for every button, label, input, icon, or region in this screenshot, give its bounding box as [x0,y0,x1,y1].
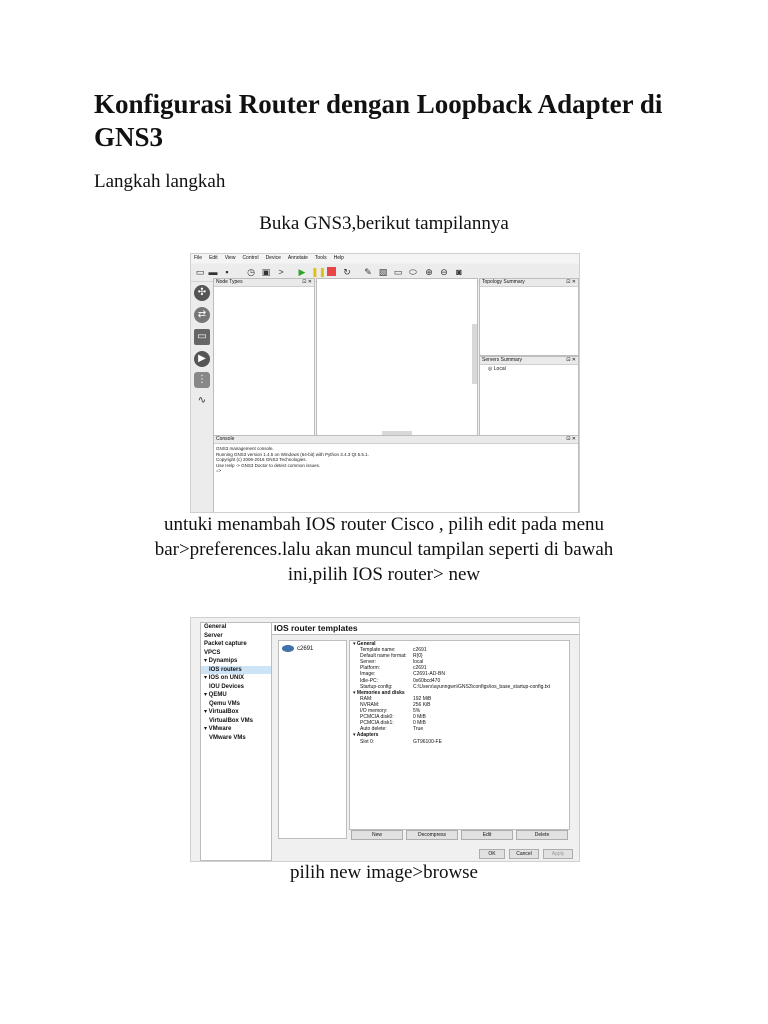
console-line: GNS3 management console. [216,446,274,451]
pref-nav-item: ▾ VMware [204,726,232,732]
camera-icon: ◙ [456,267,462,277]
server-local-label: Local [493,366,506,372]
property-section: ▾ General [353,641,376,647]
template-item [282,645,313,652]
zoom-out-icon: ⊖ [440,267,448,277]
zoom-in-icon: ⊕ [425,267,433,277]
pref-nav-item: ▾ QEMU [204,692,227,698]
node-types-panel: Node Types ⊡ ✕ [213,278,315,436]
delete-button: Delete [516,830,568,840]
server-status-icon: ◎ [488,366,493,372]
property-row [350,739,569,745]
reload-icon: ↻ [343,267,351,277]
property-key: Server: [360,659,377,666]
pref-nav-item: Server [204,632,223,639]
new-button: New [351,830,403,840]
property-value: C2691-AD-BN [413,671,445,678]
open-folder-icon: ▭ [195,267,205,277]
pref-nav-item: General [204,624,227,630]
console-panel: Console ⊡ ✕ GNS3 management console. Running GNS3 version 1.4.5 on Windows (64-bit) with Python 3.4.3 Qt 5.5.1. Copyright (c) 2006-2016 GNS3 Technologies. Use Help -> GNS3 Doctor to detect common issues. => [213,435,579,513]
console-line: Use Help -> GNS3 Doctor to detect common issues. [216,462,321,468]
property-value: local [413,659,424,666]
pref-nav-item: VirtualBox VMs [209,717,253,724]
pref-nav-item: VPCS [204,649,221,656]
topology-summary-title: Topology Summary [482,279,525,285]
property-value: C:\Users\ayunngwn\GNS3\configs\ios_base_startup-config.txt [413,683,551,690]
console-output [214,444,578,476]
ios-router-templates-header: IOS router templates [271,622,580,635]
topology-canvas [316,278,478,436]
preferences-screenshot [190,617,580,862]
property-key: Template name: [360,647,396,654]
property-value: 0x60bcd470 [413,677,441,684]
pref-nav-item: Packet capture [204,641,247,647]
pref-nav-item: ▾ VirtualBox [204,709,239,715]
property-value: 256 KiB [413,701,431,708]
step-2-line-2: bar>preferences.lalu akan muncul tampilan seperti di bawah [154,539,614,560]
property-value: GT96100-FE [413,738,442,745]
gns3-screenshot [190,253,580,513]
console-line: => [216,468,222,473]
property-value: 0 MiB [413,714,426,721]
rectangle-icon: ▭ [393,267,403,277]
property-section: ▾ Adapters [353,732,379,739]
switch-icon: ⇄ [194,307,210,323]
property-key: Image: [360,671,376,678]
link-icon: ∿ [194,393,210,409]
property-value: c2691 [413,665,427,672]
pref-nav-item: Qemu VMs [209,700,241,707]
decompress-button: Decompress [406,830,458,840]
step-2-line-1: untuki menambah IOS router Cisco , pilih edit pada menu [163,514,605,535]
apply-button: Apply [543,849,573,859]
canvas-vscroll [472,324,477,384]
pref-nav-item: ▾ Dynamips [204,658,238,664]
folder-icon: ▬ [208,267,218,277]
stop-icon [326,267,336,277]
property-key: RAM: [360,695,373,702]
property-value: True [413,726,424,733]
ellipse-icon: ⬭ [409,267,417,277]
step-3-text: pilih new image>browse [289,862,478,883]
ok-button: OK [479,849,505,859]
console-line: Running GNS3 version 1.4.5 on Windows (64-bit) with Python 3.4.3 Qt 5.5.1. [216,451,369,457]
security-device-icon: ▶ [194,351,210,367]
image-icon: ▧ [378,267,388,277]
capture-icon: ▣ [261,267,271,277]
menu-item-annotate: Annotate [287,255,308,261]
property-value: c2691 [413,647,427,654]
property-value: R{0} [413,653,423,660]
clock-icon: ◷ [247,267,255,277]
template-properties [349,640,570,830]
pause-icon: ❚❚ [311,267,327,277]
property-row [350,684,569,690]
property-key: NVRAM: [360,701,380,708]
template-item-label: c2691 [297,645,314,652]
template-list [278,640,347,839]
property-value: 192 MiB [413,695,432,702]
menu-item-view: View [224,255,236,261]
pref-nav-item: IOU Devices [209,683,245,690]
servers-summary-panel: Servers Summary ⊡ ✕ ◎ Local [479,356,579,436]
menu-item-edit: Edit [209,255,218,261]
subheading: Langkah langkah [94,171,226,192]
pref-nav-item: ▾ IOS on UNIX [204,675,245,681]
menu-item-file: File [194,255,203,261]
servers-summary-title: Servers Summary [482,357,523,363]
note-icon: ✎ [364,267,372,277]
menu-item-help: Help [333,255,344,261]
menu-item-tools: Tools [314,255,327,261]
property-value: 0 MiB [413,720,426,727]
property-key: Slot 0: [360,738,375,745]
start-icon: ▶ [298,267,306,277]
property-key: Startup-config: [360,683,393,690]
step-1-text: Buka GNS3,berikut tampilannya [259,213,509,234]
preferences-nav [200,622,272,861]
terminal-icon: > [278,267,284,277]
pref-nav-item: IOS routers [201,666,271,675]
step-2-line-3: ini,pilih IOS router> new [287,564,481,585]
server-local [480,365,578,372]
property-key: Default name format: [360,653,407,660]
device-dock [191,282,213,512]
property-key: PCMCIA disk0: [360,714,394,721]
pref-nav-item: VMware VMs [209,734,246,741]
save-icon: ▪ [225,267,229,277]
router-icon [282,645,294,652]
gns3-menubar [191,254,579,263]
all-devices-icon: ⋮ [194,372,210,388]
end-device-icon: ▭ [194,329,210,345]
property-value: 5% [413,708,421,715]
property-key: Idle-PC: [360,677,379,684]
property-key: Platform: [360,665,381,672]
node-types-title: Node Types [216,279,243,285]
property-key: I/O memory: [360,708,388,715]
property-key: PCMCIA disk1: [360,720,394,727]
cancel-button: Cancel [509,849,539,859]
menu-item-control: Control [242,255,259,261]
menu-item-device: Device [265,255,281,261]
console-line: Copyright (c) 2006-2016 GNS3 Technologies. [216,457,307,462]
page-title: Konfigurasi Router dengan Loopback Adapter di GNS3 [94,89,663,152]
property-key: Auto delete: [360,726,387,733]
router-icon: ✣ [194,285,210,301]
property-section: ▾ Memories and disks [353,689,405,696]
edit-button: Edit [461,830,513,840]
console-title: Console [216,436,235,442]
topology-summary-panel: Topology Summary ⊡ ✕ [479,278,579,356]
